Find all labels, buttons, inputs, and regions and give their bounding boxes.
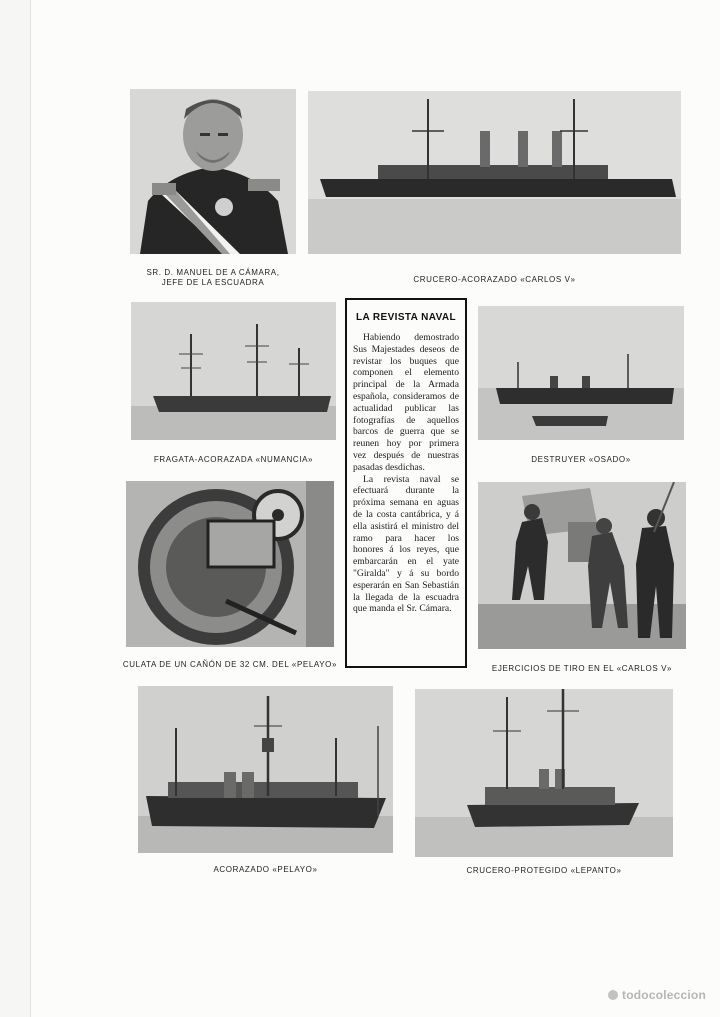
- ejercicios-caption: EJERCICIOS DE TIRO EN EL «CARLOS V»: [491, 664, 673, 673]
- watermark: [608, 988, 706, 1002]
- watermark-logo-icon: [608, 990, 618, 1000]
- osado-caption: DESTRUYER «OSADO»: [531, 455, 631, 464]
- portrait-caption-line2: JEFE DE LA ESCUADRA: [161, 278, 265, 287]
- portrait-photo: [130, 89, 296, 254]
- lepanto-photo: [415, 689, 673, 857]
- numancia-photo: [131, 302, 336, 440]
- ejercicios-photo: [478, 482, 686, 649]
- culata-caption: CULATA DE UN CAÑÓN DE 32 CM. DEL «PELAYO»: [122, 660, 338, 669]
- portrait-caption: [130, 268, 296, 288]
- culata-photo: [126, 481, 334, 647]
- portrait-caption-line1: SR. D. MANUEL DE A CÁMARA,: [146, 268, 280, 277]
- article-body: [353, 332, 459, 615]
- article-paragraph: La revista naval se efectuará durante la próxima semana en aguas de la costa cantábrica, y á ella asistirá el ministro del ramo para hacer los honores á los reyes, que embarcarán en el yate "Giralda" y á su bordo esperarán en San Sebastián la llegada de la escuadra que manda el Sr. Cámara.: [353, 473, 459, 615]
- pelayo-photo: [138, 686, 393, 853]
- lepanto-caption: CRUCERO-PROTEGIDO «LEPANTO»: [466, 866, 622, 875]
- carlos-v-photo: [308, 91, 681, 254]
- article-paragraph: Habiendo demostrado Sus Majestades deseos de revistar los buques que componen el elemento principal de la Armada española, consideramos de actualidad publicar las fotografías de aquellos barcos de guerra que se reunen hoy por primera vez después de nuestras pasadas desdichas.: [353, 332, 459, 473]
- numancia-caption: FRAGATA-ACORAZADA «NUMANCIA»: [153, 455, 314, 464]
- article-box: [345, 298, 467, 668]
- osado-photo: [478, 306, 684, 440]
- pelayo-caption: ACORAZADO «PELAYO»: [213, 865, 318, 874]
- watermark-text: todocoleccion: [622, 988, 706, 1002]
- carlos-v-caption: CRUCERO-ACORAZADO «CARLOS V»: [413, 275, 576, 284]
- article-title: LA REVISTA NAVAL: [355, 312, 457, 323]
